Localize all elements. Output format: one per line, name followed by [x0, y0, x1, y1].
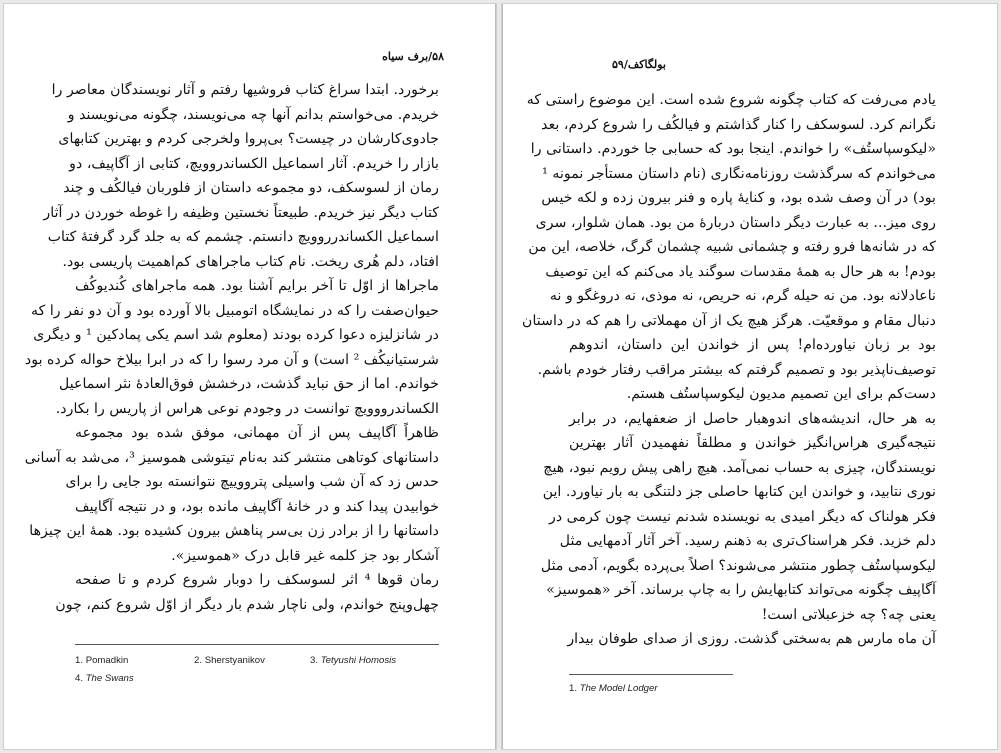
text-line: دلم خزید. فکر هراسناک‌تری به ذهنم رسید. آخر آثار آدمهایی مثل: [559, 533, 936, 549]
text-line: بود بر زبان نیاورده‌ام! پس از خواندن این داستان، اندوهم: [569, 337, 936, 353]
text-line: دنبال مقام و موقعیّت. هرگز هیچ یک از آن مهملاتی را هم که در داستان: [522, 312, 936, 329]
text-line: بود) در آن وصف شده بود، و کنایهٔ پاره و فنر بیرون زده و لکه خیس: [541, 190, 936, 206]
text-line: اسماعیل الکساندرروویچ دانستم. چشمم که به جلد گرد گرفتهٔ کتاب: [47, 229, 439, 245]
text-line: نویسندگان، چیزی به حساب نمی‌آمد. هیچ راهی پیش رویم نبود، هیچ: [543, 459, 936, 476]
text-line: نگرانم کرد. لسوسکف را کنار گذاشتم و فیالکُف را شروع کردم، بعد: [541, 116, 936, 133]
text-line: رمان قوها ⁴ اثر لسوسکف را دوبار شروع کردم و تا صفحه: [75, 572, 439, 588]
text-line: روی میز... به عبارت دیگر داستان دربارهٔ من بود. همان شلوار، سری: [535, 214, 936, 231]
text-line: نتیجه‌گیری هراس‌انگیز خواندن و مطلقاً نفهمیدن آثار بهترین: [569, 435, 936, 451]
text-line: کتاب دیگر نیز خریدم. طبیعتاً نخستین وظیفه را غوطه خوردن در آثار: [43, 204, 439, 221]
text-line: حدس زد که آن شب واسیلی پترووییچ نتوانسته بود جایی را برای: [65, 474, 439, 490]
text-line: «لیکوسپاستُف» را خواندم. اینجا بود که حسابی جا خوردم. داستانی را: [530, 141, 936, 157]
footnote-1: 1. Pomadkin: [75, 655, 129, 666]
text-line: خواندم. اما از حق نباید گذشت، درخشش فوق‌العادهٔ نثر اسماعیل: [58, 376, 439, 392]
text-line: ظاهراً آگاپیف پس از آن مهمانی، موفق شده بود مجموعه: [75, 425, 439, 441]
text-line: به هر حال، اندیشه‌های اندوهبار حاصل از ضعفهایم، در برابر: [569, 410, 936, 427]
text-line: ناعادلانه بود. من نه حیله گرم، نه حریص، نه موذی، نه دروغگو و نه: [549, 288, 936, 304]
footnote-rule: [75, 644, 439, 645]
text-line: خوابیدن پیدا کند و در خانهٔ آگاپیف مانده بود، و در نتیجه آگاپیف: [75, 498, 439, 515]
text-line: لیکوسپاستُف چطور منتشر می‌شوند؟ اصلاً بی‌پرده بگویم، آدمی مثل: [540, 557, 936, 574]
text-line: بودم! به هر حال به همهٔ مقدسات سوگند یاد می‌کنم که این توصیف: [545, 263, 936, 280]
text-line: حیوان‌صفت را که در نمایشگاه اتومبیل بالا آورده بود و آن دو نفر را که: [31, 302, 439, 319]
text-line: توصیف‌ناپذیر بود و تصمیم گرفتم که بیشتر مراقب رفتار خودم باشم.: [537, 361, 936, 378]
text-line: دست‌کم برای این تصمیم مدیون لیکوسپاستُف هستم.: [626, 386, 936, 402]
footnote-1: 1. The Model Lodger: [569, 683, 658, 694]
text-line: که در شانه‌ها فرو رفته و چشمانی شبیه چشمان گرگ، خلاصه، این من: [528, 239, 936, 255]
text-line: جادوی‌کارشان در چیست؟ بی‌پروا ولخرجی کردم و بهترین کتابهای: [58, 131, 439, 147]
text-line: برخورد. ابتدا سراغ کتاب فروشیها رفتم و آثار نویسندگان معاصر را: [51, 82, 439, 98]
text-line: شرستیانیکُف ² است) و آن مرد رسوا را که در ابرا بیلاخ حواله کرده بود: [24, 351, 439, 368]
footnote-4: 4. The Swans: [75, 673, 134, 684]
text-line: نوری نتابید، و خواندن این کتابها حاصلی جز دلتنگی به بار نیاورد. این: [542, 484, 936, 500]
text-line: چهل‌وپنج خواندم، ولی ناچار شدم بار دیگر از اوّل شروع کنم، چون: [55, 596, 439, 613]
text-line: آن ماه مارس هم به‌سختی گذشت. روزی از صدای طوفان بیدار: [567, 631, 936, 647]
text-line: فکر هولناک که دیگر امیدی به نویسنده شدنم نیست چون کرمی در: [549, 508, 936, 525]
footnote-3: 3. Tetyushi Homosis: [310, 655, 397, 666]
left-page: [4, 4, 496, 749]
text-line: داستانها را از برادر زن بی‌سر پناهش بیرون کشیده بود. همهٔ این چیزها: [29, 523, 439, 539]
page-edge: [495, 4, 496, 749]
text-line: خریدم. می‌خواستم بدانم آنها چه می‌نویسند، چگونه می‌نویسند و: [67, 106, 439, 123]
text-line: داستانهای کوتاهی منتشر کند به‌نام تیتوشی هموسیز ³، می‌شد به آسانی: [24, 449, 439, 466]
text-line: الکساندرووویچ توانست در وجودم نوعی هراس از پاریس را بکارد.: [55, 400, 439, 417]
running-header: بولگاکف/۵۹: [612, 58, 666, 71]
text-line: می‌خواندم که سرگذشت روزنامه‌نگاری (نام داستان مستأجر نمونه ¹: [542, 165, 936, 182]
body-text: [24, 78, 439, 617]
running-header: ۵۸/برف سیاه: [382, 50, 444, 63]
text-line: در شانزلیزه دعوا کرده بودند (معلوم شد اسم یکی پمادکین ¹ و دیگری: [33, 327, 439, 343]
right-page: [502, 4, 997, 749]
body-text: [522, 88, 936, 652]
text-line: یادم می‌رفت که کتاب چگونه شروع شده است. این موضوع راستی که: [526, 92, 936, 108]
footnote-2: 2. Sherstyanikov: [194, 655, 265, 666]
page-edge: [502, 4, 503, 749]
text-line: آشکار بود جز کلمه غیر قابل درک «هموسیز».: [171, 547, 439, 564]
footnote-rule: [569, 674, 733, 675]
text-line: افتاد، دلم هُری ریخت. نام کتاب ماجراهای کم‌اهمیت پاریسی بود.: [62, 253, 439, 270]
text-line: رمان از لسوسکف، دو مجموعه داستان از فلوربان فیالکُف و چند: [63, 180, 439, 196]
text-line: ماجراها از اوّل تا آخر برایم آشنا بود. همه ماجراهای کُندیوکُف: [75, 278, 439, 294]
text-line: آگاپیف چگونه می‌تواند کتابهایش را به چاپ برساند. آخر «هموسیز»: [546, 582, 936, 598]
text-line: یعنی چه؟ چه خزعبلاتی است!: [761, 606, 936, 623]
text-line: بازار را خریدم. آثار اسماعیل الکساندروویچ، کتابی از آگاپیف، دو: [69, 155, 439, 172]
